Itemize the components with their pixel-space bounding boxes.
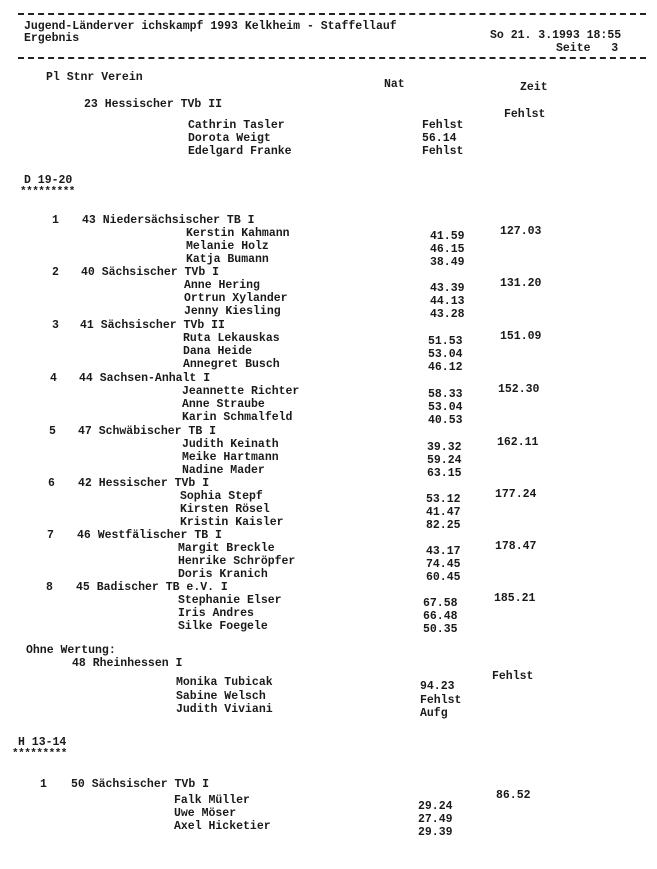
team-rank: 1 — [52, 214, 59, 227]
team-name: 48 Rheinhessen I — [72, 657, 183, 670]
member-time: 60.45 — [426, 571, 461, 584]
member-name: Ruta Lekauskas — [183, 332, 280, 345]
team-name: 44 Sachsen-Anhalt I — [79, 372, 211, 385]
team-name: 50 Sächsischer TVb I — [71, 778, 210, 791]
member-name: Meike Hartmann — [182, 451, 279, 464]
team-rank: 7 — [47, 529, 54, 542]
col-nat: Nat — [384, 78, 405, 91]
member-time: 56.14 — [422, 132, 457, 145]
team-time: Fehlst — [504, 108, 546, 121]
page-number: Seite 3 — [556, 42, 619, 55]
member-time: Fehlst — [422, 119, 464, 132]
team-time: 152.30 — [498, 383, 540, 396]
member-time: 67.58 — [423, 597, 458, 610]
team-time: 131.20 — [500, 277, 542, 290]
member-name: Kerstin Kahmann — [186, 227, 290, 240]
team-rank: 8 — [46, 581, 53, 594]
section-title: H 13-14 — [18, 736, 67, 749]
section-stars: ********* — [12, 748, 67, 760]
member-time: 74.45 — [426, 558, 461, 571]
team-name: 47 Schwäbischer TB I — [78, 425, 217, 438]
event-title: Jugend-Länderver ichskampf 1993 Kelkheim - Staffellauf — [24, 20, 397, 33]
member-name: Stephanie Elser — [178, 594, 282, 607]
member-name: Annegret Busch — [183, 358, 280, 371]
team-time: 177.24 — [495, 488, 537, 501]
member-name: Uwe Möser — [174, 807, 237, 820]
section-title: D 19-20 — [24, 174, 73, 187]
member-time: 41.59 — [430, 230, 465, 243]
team-name: 43 Niedersächsischer TB I — [82, 214, 255, 227]
member-name: Edelgard Franke — [188, 145, 292, 158]
team-name: 45 Badischer TB e.V. I — [76, 581, 228, 594]
member-time: 29.39 — [418, 826, 453, 839]
member-time: 50.35 — [423, 623, 458, 636]
member-name: Silke Foegele — [178, 620, 268, 633]
member-time: Fehlst — [422, 145, 464, 158]
team-rank: 2 — [52, 266, 59, 279]
member-time: 46.12 — [428, 361, 463, 374]
member-time: 94.23 — [420, 680, 455, 693]
member-name: Cathrin Tasler — [188, 119, 285, 132]
member-name: Kirsten Rösel — [180, 503, 270, 516]
member-name: Axel Hicketier — [174, 820, 271, 833]
member-name: Falk Müller — [174, 794, 250, 807]
header-rule — [18, 57, 646, 59]
member-name: Jeannette Richter — [182, 385, 300, 398]
member-name: Anne Hering — [184, 279, 260, 292]
member-time: 53.04 — [428, 348, 463, 361]
member-time: 40.53 — [428, 414, 463, 427]
member-name: Anne Straube — [182, 398, 265, 411]
ohne-wertung-label: Ohne Wertung: — [26, 644, 116, 657]
member-name: Judith Viviani — [176, 703, 273, 716]
member-name: Margit Breckle — [178, 542, 275, 555]
team-time: 185.21 — [494, 592, 536, 605]
member-time: 59.24 — [427, 454, 462, 467]
team-time: 86.52 — [496, 789, 531, 802]
member-time: 39.32 — [427, 441, 462, 454]
member-time: 27.49 — [418, 813, 453, 826]
team-name: 41 Sächsischer TVb II — [80, 319, 225, 332]
member-name: Kristin Kaisler — [180, 516, 284, 529]
top-rule — [18, 13, 646, 15]
member-name: Sabine Welsch — [176, 690, 266, 703]
team-time: 178.47 — [495, 540, 537, 553]
member-time: 43.39 — [430, 282, 465, 295]
member-name: Ortrun Xylander — [184, 292, 288, 305]
team-rank: 6 — [48, 477, 55, 490]
team-rank: 5 — [49, 425, 56, 438]
team-name: 23 Hessischer TVb II — [84, 98, 223, 111]
member-name: Iris Andres — [178, 607, 254, 620]
team-rank: 4 — [50, 372, 57, 385]
member-name: Doris Kranich — [178, 568, 268, 581]
team-rank: 3 — [52, 319, 59, 332]
team-time: 151.09 — [500, 330, 542, 343]
member-time: 58.33 — [428, 388, 463, 401]
member-name: Melanie Holz — [186, 240, 269, 253]
team-rank: 1 — [40, 778, 47, 791]
member-name: Nadine Mader — [182, 464, 265, 477]
member-time: 53.12 — [426, 493, 461, 506]
member-time: Aufg — [420, 707, 448, 720]
member-name: Dana Heide — [183, 345, 253, 358]
member-name: Henrike Schröpfer — [178, 555, 296, 568]
team-time: 127.03 — [500, 225, 542, 238]
member-time: 38.49 — [430, 256, 465, 269]
member-time: 46.15 — [430, 243, 465, 256]
team-name: 42 Hessischer TVb I — [78, 477, 210, 490]
member-time: 43.28 — [430, 308, 465, 321]
member-time: 51.53 — [428, 335, 463, 348]
member-time: 43.17 — [426, 545, 461, 558]
result-label: Ergebnis — [24, 32, 80, 45]
member-time: 63.15 — [427, 467, 462, 480]
team-time: 162.11 — [497, 436, 539, 449]
member-name: Judith Keinath — [182, 438, 279, 451]
member-name: Jenny Kiesling — [184, 305, 281, 318]
member-time: 82.25 — [426, 519, 461, 532]
member-time: 66.48 — [423, 610, 458, 623]
member-time: 44.13 — [430, 295, 465, 308]
section-stars: ********* — [20, 186, 75, 198]
member-name: Sophia Stepf — [180, 490, 263, 503]
team-name: 40 Sächsischer TVb I — [81, 266, 220, 279]
team-time: Fehlst — [492, 670, 534, 683]
col-zeit: Zeit — [520, 81, 548, 94]
member-name: Katja Bumann — [186, 253, 269, 266]
member-name: Dorota Weigt — [188, 132, 271, 145]
date-time: So 21. 3.1993 18:55 — [490, 29, 622, 42]
member-name: Monika Tubicak — [176, 676, 273, 689]
team-name: 46 Westfälischer TB I — [77, 529, 222, 542]
member-time: Fehlst — [420, 694, 462, 707]
member-time: 41.47 — [426, 506, 461, 519]
col-verein: Pl Stnr Verein — [46, 71, 143, 84]
member-name: Karin Schmalfeld — [182, 411, 293, 424]
member-time: 29.24 — [418, 800, 453, 813]
member-time: 53.04 — [428, 401, 463, 414]
